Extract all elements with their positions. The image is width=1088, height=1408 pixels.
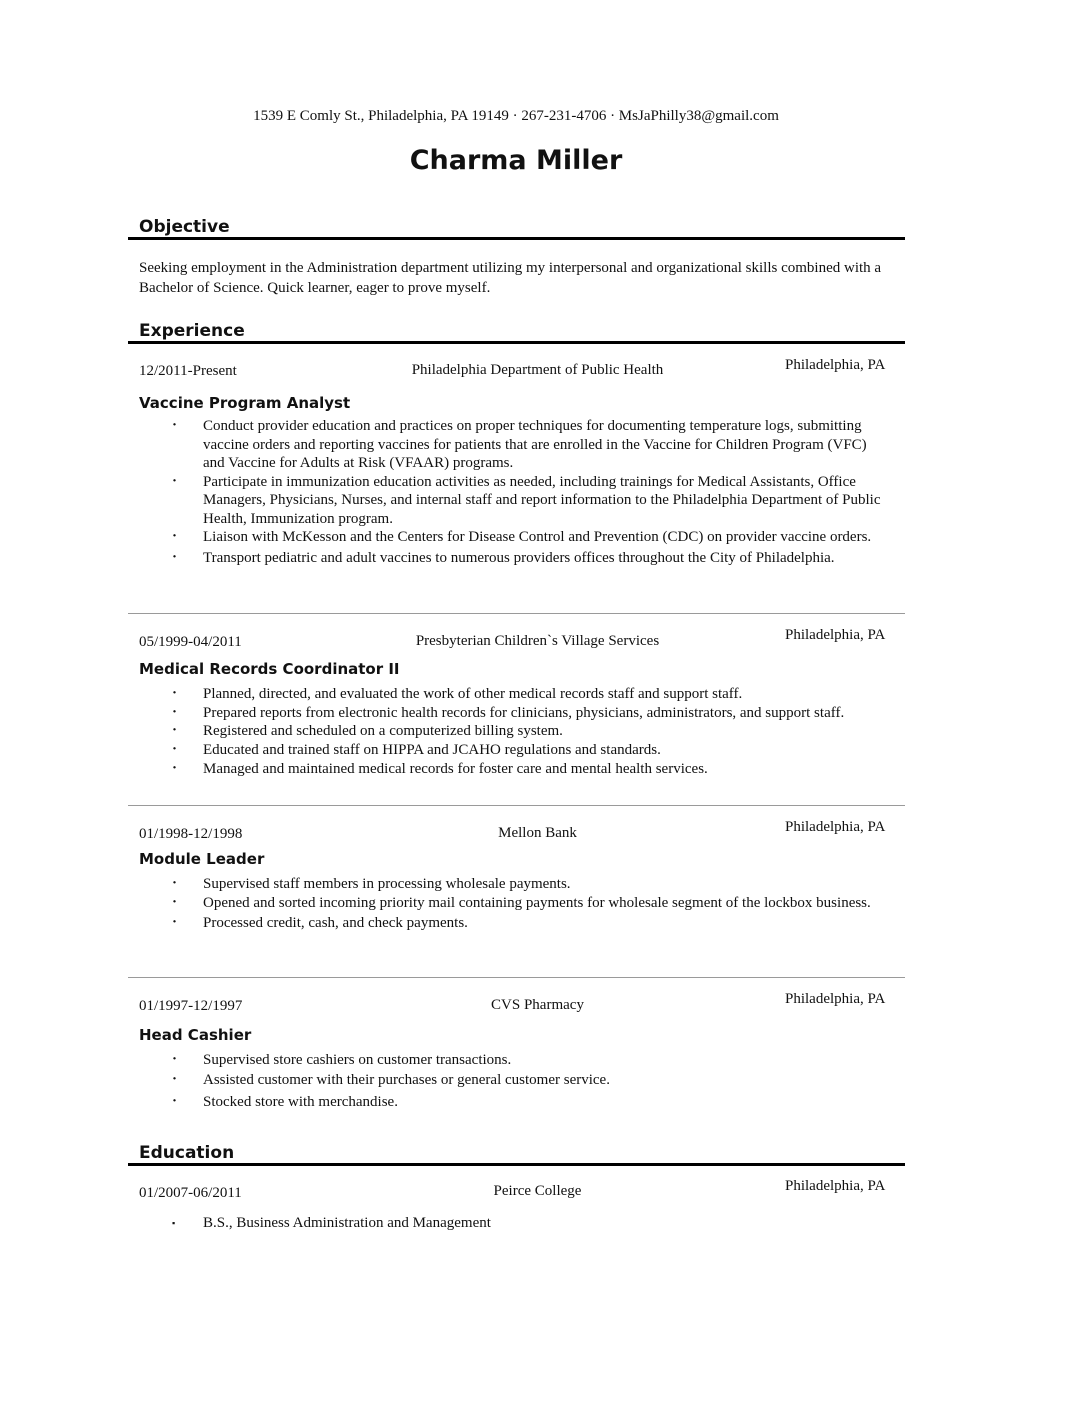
job-location: Philadelphia, PA [785, 357, 886, 373]
duty-item: · Processed credit, cash, and check payments. [172, 914, 892, 933]
duty-item: · Prepared reports from electronic health records for clinicians, physicians, administrators, and support staff. [172, 704, 892, 723]
education-divider [128, 1163, 905, 1166]
job-date: 05/1999-04/2011 [139, 634, 242, 650]
experience-heading: Experience [139, 321, 245, 341]
job-title: Vaccine Program Analyst [139, 394, 351, 412]
job-duties [172, 417, 892, 567]
duty-item: · Liaison with McKesson and the Centers for Disease Control and Prevention (CDC) on provider vaccine orders. [172, 528, 892, 547]
duty-item: · Assisted customer with their purchases or general customer service. [172, 1071, 892, 1090]
job-organization: Presbyterian Children`s Village Services [415, 633, 660, 649]
duty-item: · Transport pediatric and adult vaccines to numerous providers offices throughout the City of Philadelphia. [172, 549, 892, 568]
degree-item: ▪ B.S., Business Administration and Management [172, 1214, 892, 1233]
duty-item: · Planned, directed, and evaluated the work of other medical records staff and support staff. [172, 685, 892, 704]
job-duties [172, 1051, 892, 1112]
education-details [172, 1214, 892, 1233]
job-location: Philadelphia, PA [785, 991, 886, 1007]
duty-item: · Conduct provider education and practices on proper techniques for documenting temperature logs, submitting vaccine orders and reporting vaccines for patients that are enrolled in the Vaccine for Children Program (VFC) and Vaccine for Adults at Risk (VFAAR) programs. [172, 417, 892, 473]
job-location: Philadelphia, PA [785, 627, 886, 643]
job-organization: Philadelphia Department of Public Health [411, 362, 664, 378]
duty-item: · Participate in immunization education activities as needed, including trainings for Medical Assistants, Office Managers, Physicians, Nurses, and internal staff and report information to the Philadelphia Department of Public Health, Immunization program. [172, 473, 892, 529]
duty-item: · Educated and trained staff on HIPPA and JCAHO regulations and standards. [172, 741, 892, 760]
job-date: 01/1998-12/1998 [139, 826, 243, 842]
job-duties [172, 875, 892, 933]
job-duties [172, 685, 892, 779]
job-organization: Mellon Bank [498, 825, 577, 841]
job-title: Head Cashier [139, 1026, 252, 1044]
duty-item: · Registered and scheduled on a computerized billing system. [172, 722, 892, 741]
duty-item: · Stocked store with merchandise. [172, 1093, 892, 1112]
job-title: Module Leader [139, 850, 265, 868]
job-date: 12/2011-Present [139, 363, 237, 379]
job-title: Medical Records Coordinator II [139, 660, 400, 678]
job-separator [128, 613, 905, 614]
objective-divider [128, 237, 905, 240]
contact-line: 1539 E Comly St., Philadelphia, PA 19149 · 267-231-4706 · MsJaPhilly38@gmail.com [253, 108, 779, 124]
experience-divider [128, 341, 905, 344]
objective-heading: Objective [139, 217, 230, 237]
job-date: 01/1997-12/1997 [139, 998, 243, 1014]
objective-text: Seeking employment in the Administration department utilizing my interpersonal and organizational skills combined with a Bachelor of Science. Quick learner, eager to prove myself. [139, 260, 882, 296]
education-date: 01/2007-06/2011 [139, 1185, 242, 1201]
job-location: Philadelphia, PA [785, 819, 886, 835]
job-separator [128, 805, 905, 806]
duty-item: · Supervised staff members in processing wholesale payments. [172, 875, 892, 894]
duty-item: · Managed and maintained medical records for foster care and mental health services. [172, 760, 892, 779]
education-school: Peirce College [493, 1183, 582, 1199]
job-organization: CVS Pharmacy [491, 997, 584, 1013]
education-location: Philadelphia, PA [785, 1178, 886, 1194]
education-heading: Education [139, 1143, 235, 1163]
duty-item: · Opened and sorted incoming priority mail containing payments for wholesale segment of the lockbox business. [172, 894, 892, 913]
candidate-name: Charma Miller [409, 145, 623, 176]
job-separator [128, 977, 905, 978]
duty-item: · Supervised store cashiers on customer transactions. [172, 1051, 892, 1070]
